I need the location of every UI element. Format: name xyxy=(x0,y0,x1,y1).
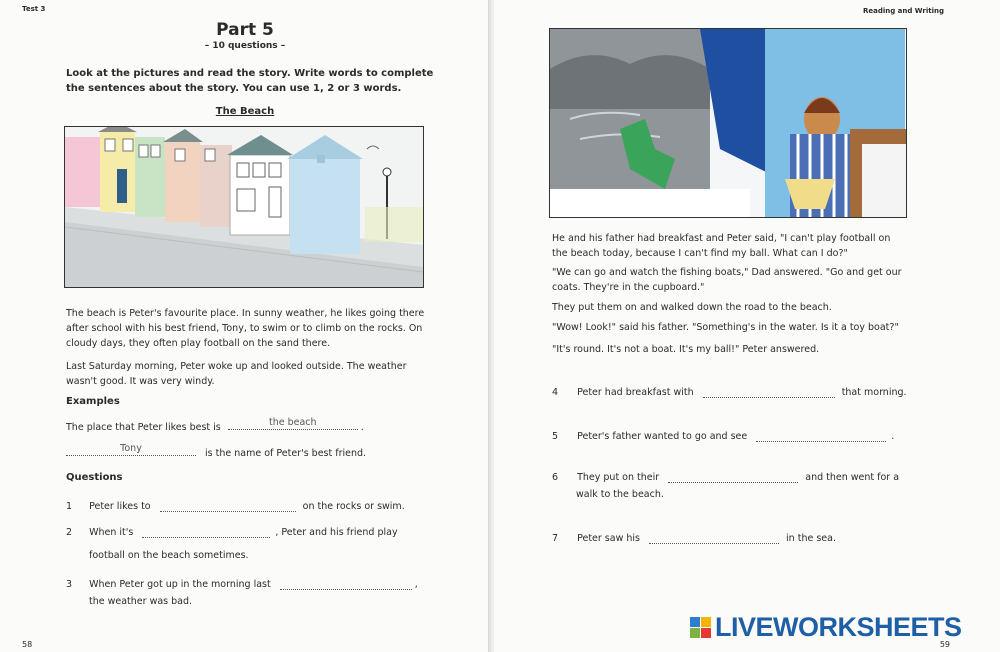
question-3-text: When Peter got up in the morning last xyxy=(89,579,271,590)
question-7-text-end: in the sea. xyxy=(786,533,836,544)
example-1-text: The place that Peter likes best is xyxy=(66,422,221,433)
question-7 xyxy=(552,530,836,544)
question-6 xyxy=(552,469,899,483)
answer-input-1[interactable] xyxy=(160,498,296,512)
test-label: Test 3 xyxy=(22,5,46,13)
question-6-continuation: walk to the beach. xyxy=(576,489,664,500)
story-paragraph-2: Last Saturday morning, Peter woke up and looked outside. The weather wasn't good. It was very windy. xyxy=(66,361,407,387)
question-number: 1 xyxy=(66,501,73,512)
part-title: Part 5 xyxy=(216,20,274,40)
question-6-text-mid: and then went for a xyxy=(805,472,900,483)
question-4 xyxy=(552,384,907,398)
question-number: 5 xyxy=(552,431,559,442)
answer-input-2[interactable] xyxy=(142,524,270,538)
example-1-blank xyxy=(228,418,358,430)
answer-input-5[interactable] xyxy=(756,428,886,442)
story-paragraph-1: The beach is Peter's favourite place. In sunny weather, he likes going there after school with his best friend, Tony, to swim or to climb on the rocks. On cloudy days, they often play football on the sand there. xyxy=(66,308,425,349)
answer-input-7[interactable] xyxy=(649,530,779,544)
window-picture xyxy=(549,28,907,218)
question-3-comma: , xyxy=(414,579,418,590)
question-2-continuation: football on the beach sometimes. xyxy=(89,550,249,561)
story-paragraph-6: "Wow! Look!" said his father. "Something's in the water. Is it a toy boat?" xyxy=(552,322,899,333)
question-5 xyxy=(552,428,894,442)
question-number: 3 xyxy=(66,579,73,590)
question-6-text: They put on their xyxy=(577,472,660,483)
example-2-text: is the name of Peter's best friend. xyxy=(205,448,367,459)
question-number: 7 xyxy=(552,533,559,544)
question-4-text-end: that morning. xyxy=(841,387,907,398)
story-paragraph-3: He and his father had breakfast and Peter said, "I can't play football on the beach today, because I can't find my ball. What can I do?" xyxy=(552,233,891,259)
page-number-right: 59 xyxy=(939,640,950,649)
answer-input-4[interactable] xyxy=(703,384,835,398)
story-paragraph-5: They put them on and walked down the road to the beach. xyxy=(552,302,832,313)
answer-input-3[interactable] xyxy=(280,576,412,590)
example-2-blank xyxy=(66,444,196,456)
example-1-answer: the beach xyxy=(268,417,317,428)
question-3 xyxy=(66,576,418,590)
example-2 xyxy=(66,444,366,459)
example-1: The place that Peter likes best is the beach . xyxy=(66,417,364,433)
question-number: 4 xyxy=(552,387,559,398)
logo-grid-icon xyxy=(690,617,712,639)
question-3-continuation: the weather was bad. xyxy=(89,596,193,607)
right-page xyxy=(494,0,1000,652)
story-paragraph-4: "We can go and watch the fishing boats," Dad answered. "Go and get our coats. They're in the cupboard." xyxy=(552,267,902,293)
question-4-text: Peter had breakfast with xyxy=(577,387,694,398)
story-paragraph-7: "It's round. It's not a boat. It's my ball!" Peter answered. xyxy=(552,344,820,355)
logo-text: LIVEWORKSHEETS xyxy=(715,612,962,642)
questions-heading: Questions xyxy=(66,472,123,483)
question-2-text-mid: , Peter and his friend play xyxy=(275,527,398,538)
question-7-text: Peter saw his xyxy=(577,533,640,544)
question-number: 2 xyxy=(66,527,73,538)
question-number: 6 xyxy=(552,472,559,483)
section-label: Reading and Writing xyxy=(862,7,944,15)
part-subtitle: – 10 questions – xyxy=(204,41,286,51)
question-5-period: . xyxy=(891,431,895,442)
story-title: The Beach xyxy=(215,106,275,117)
answer-input-6[interactable] xyxy=(668,469,798,483)
question-2 xyxy=(66,524,398,538)
left-page xyxy=(0,0,490,652)
question-1-text: Peter likes to xyxy=(89,501,151,512)
example-2-answer: Tony xyxy=(120,443,142,454)
question-5-text: Peter's father wanted to go and see xyxy=(577,431,748,442)
question-1 xyxy=(66,498,405,512)
examples-heading: Examples xyxy=(66,396,120,407)
question-2-text: When it's xyxy=(89,527,134,538)
street-picture xyxy=(64,126,424,288)
instructions: Look at the pictures and read the story. Write words to complete the sentences about the story. You can use 1, 2 or 3 words. xyxy=(66,68,434,94)
question-1-text-end: on the rocks or swim. xyxy=(302,501,405,512)
page-number-left: 58 xyxy=(22,640,33,649)
